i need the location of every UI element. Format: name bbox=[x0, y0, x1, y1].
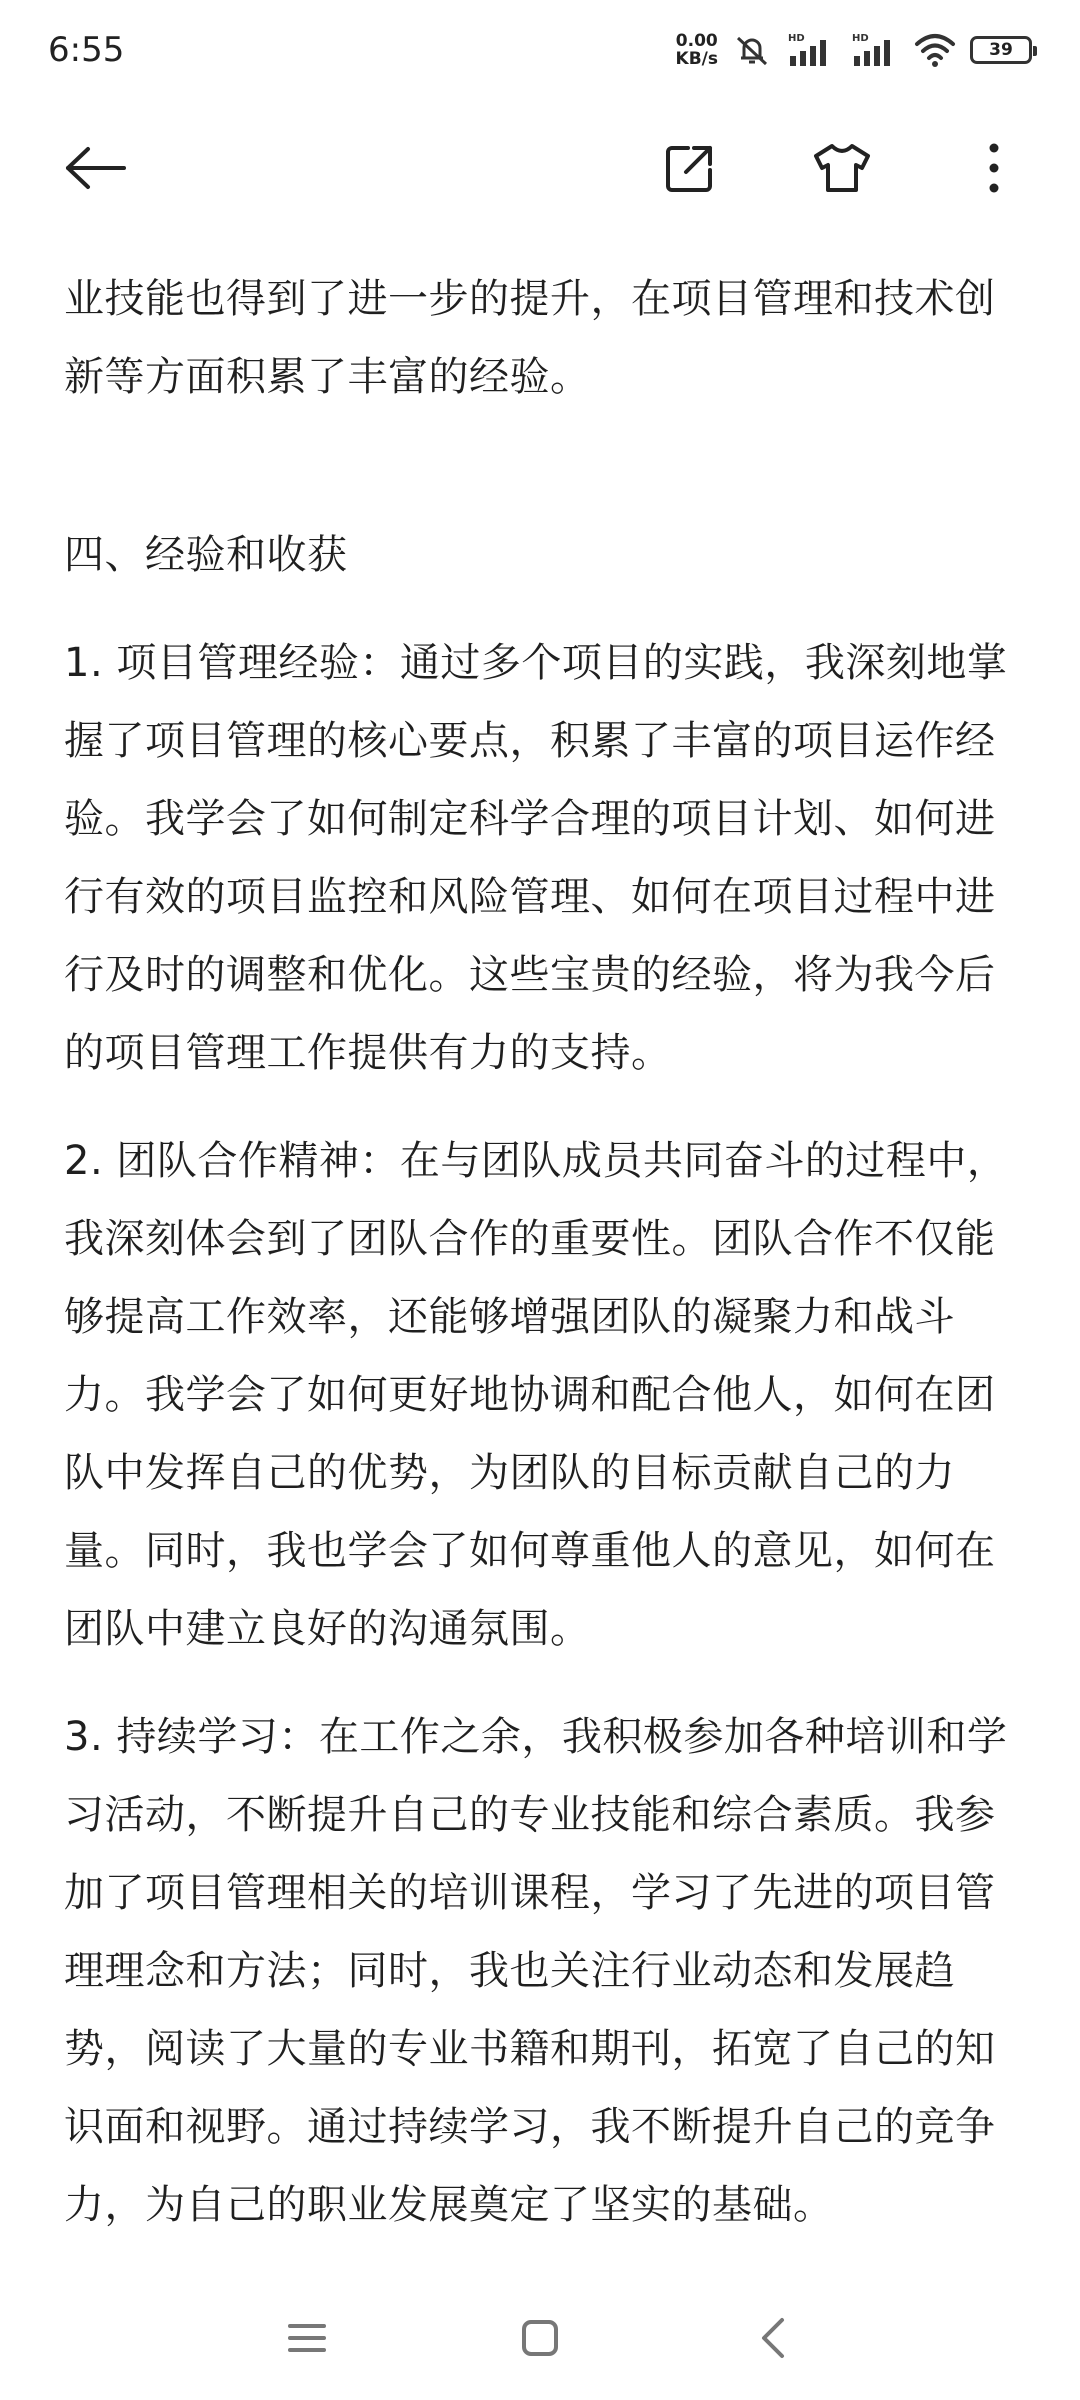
home-button[interactable] bbox=[500, 2300, 580, 2380]
article-partial-paragraph: 业技能也得到了进一步的提升，在项目管理和技术创新等方面积累了丰富的经验。 bbox=[64, 276, 996, 400]
back-chevron-icon bbox=[758, 2316, 788, 2364]
svg-text:HD: HD bbox=[852, 33, 869, 44]
back-arrow-icon bbox=[64, 146, 128, 194]
home-square-icon bbox=[520, 2318, 560, 2362]
status-time: 6:55 bbox=[48, 30, 125, 70]
more-options-button[interactable] bbox=[958, 134, 1030, 206]
share-icon bbox=[662, 140, 718, 200]
svg-text:HD: HD bbox=[788, 33, 805, 44]
theme-button[interactable] bbox=[806, 134, 878, 206]
share-button[interactable] bbox=[654, 134, 726, 206]
battery-level: 39 bbox=[989, 40, 1013, 60]
article-body[interactable] bbox=[64, 212, 1014, 2244]
article-paragraph: 3. 持续学习：在工作之余，我积极参加各种培训和学习活动，不断提升自己的专业技能和综合素质。我参加了项目管理相关的培训课程，学习了先进的项目管理理念和方法；同时，我也关注行业动态和发展趋势，阅读了大量的专业书籍和期刊，拓宽了自己的知识面和视野。通过持续学习，我不断提升自己的竞争力，为自己的职业发展奠定了坚实的基础。 bbox=[64, 1714, 1008, 2228]
network-speed-value: 0.00 bbox=[675, 31, 718, 51]
back-button[interactable] bbox=[60, 134, 132, 206]
theme-shirt-icon bbox=[812, 140, 872, 200]
hd-signal-icon bbox=[786, 30, 836, 70]
system-back-button[interactable] bbox=[733, 2300, 813, 2380]
status-icons bbox=[676, 30, 1032, 70]
section-heading: 四、经验和收获 bbox=[64, 532, 348, 578]
network-speed-unit: KB/s bbox=[675, 49, 718, 69]
more-vert-icon bbox=[986, 140, 1002, 200]
mute-icon bbox=[732, 30, 772, 70]
article-paragraph: 1. 项目管理经验：通过多个项目的实践，我深刻地掌握了项目管理的核心要点，积累了丰富的项目运作经验。我学会了如何制定科学合理的项目计划、如何进行有效的项目监控和风险管理、如何在项目过程中进行及时的调整和优化。这些宝贵的经验，将为我今后的项目管理工作提供有力的支持。 bbox=[64, 640, 1008, 1076]
article-paragraph: 2. 团队合作精神：在与团队成员共同奋斗的过程中，我深刻体会到了团队合作的重要性。团队合作不仅能够提高工作效率，还能够增强团队的凝聚力和战斗力。我学会了如何更好地协调和配合他人，如何在团队中发挥自己的优势，为团队的目标贡献自己的力量。同时，我也学会了如何尊重他人的意见，如何在团队中建立良好的沟通氛围。 bbox=[64, 1138, 1008, 1652]
network-speed bbox=[676, 32, 718, 68]
app-bar-actions bbox=[654, 134, 1030, 206]
recent-apps-button[interactable] bbox=[267, 2300, 347, 2380]
menu-lines-icon bbox=[287, 2321, 327, 2359]
app-bar bbox=[0, 100, 1080, 240]
battery-icon bbox=[970, 36, 1032, 64]
system-nav-bar bbox=[0, 2280, 1080, 2400]
hd-signal-icon bbox=[850, 30, 900, 70]
status-bar bbox=[0, 0, 1080, 100]
wifi-icon bbox=[914, 30, 956, 70]
